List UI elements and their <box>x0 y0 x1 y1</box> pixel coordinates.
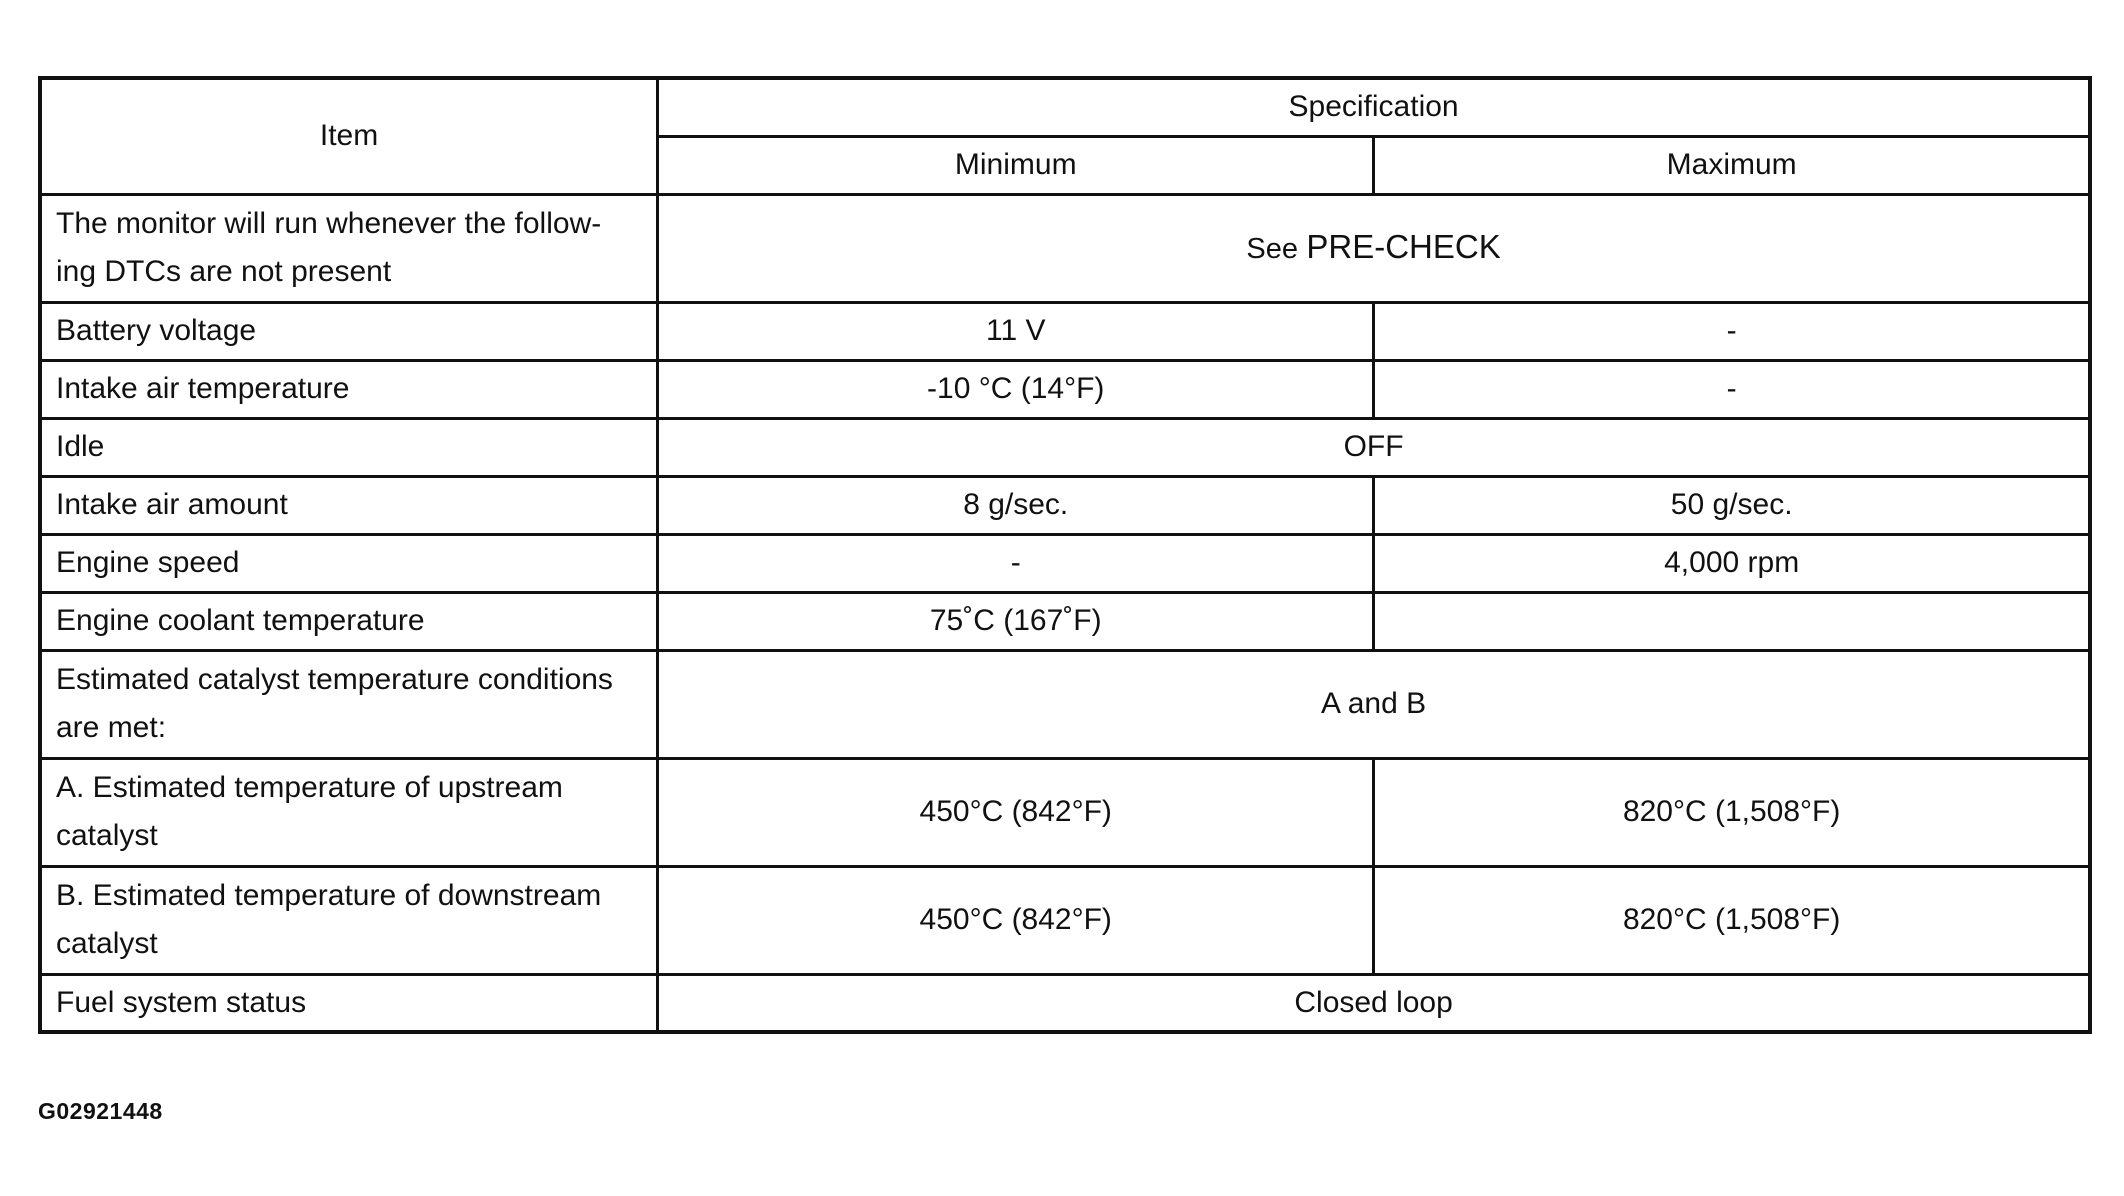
item-cell: Battery voltage <box>40 302 658 360</box>
item-cell: Engine coolant temperature <box>40 592 658 650</box>
table-row <box>40 650 2090 758</box>
merged-value-cell <box>658 194 2090 302</box>
min-value-cell: 8 g/sec. <box>658 476 1374 534</box>
header-specification: Specification <box>658 78 2090 136</box>
table-row <box>40 194 2090 302</box>
table-row <box>40 476 2090 534</box>
table-row <box>40 758 2090 866</box>
item-cell: Intake air amount <box>40 476 658 534</box>
item-cell: A. Estimated temperature of upstream catalyst <box>40 758 658 866</box>
max-value-cell: - <box>1374 360 2090 418</box>
table-row <box>40 866 2090 974</box>
header-maximum: Maximum <box>1374 136 2090 194</box>
min-value-cell: - <box>658 534 1374 592</box>
item-cell <box>40 194 658 302</box>
item-cell: Intake air temperature <box>40 360 658 418</box>
specification-table <box>38 76 2092 1034</box>
table-row <box>40 418 2090 476</box>
max-value-cell: - <box>1374 302 2090 360</box>
table-row <box>40 302 2090 360</box>
max-value-cell <box>1374 592 2090 650</box>
header-minimum: Minimum <box>658 136 1374 194</box>
min-value-cell: 11 V <box>658 302 1374 360</box>
max-value-cell: 820°C (1,508°F) <box>1374 866 2090 974</box>
merged-value-cell: Closed loop <box>658 974 2090 1032</box>
merged-value-cell: OFF <box>658 418 2090 476</box>
header-row-top <box>40 78 2090 136</box>
item-cell: B. Estimated temperature of downstream catalyst <box>40 866 658 974</box>
table-row <box>40 534 2090 592</box>
max-value-cell: 4,000 rpm <box>1374 534 2090 592</box>
min-value-cell: 450°C (842°F) <box>658 866 1374 974</box>
item-text: The monitor will run whenever the follow- ing DTCs are not present <box>56 207 602 288</box>
item-cell: Fuel system status <box>40 974 658 1032</box>
item-cell: Estimated catalyst temperature conditions are met: <box>40 650 658 758</box>
table-row <box>40 974 2090 1032</box>
see-label: See <box>1246 233 1299 265</box>
header-item: Item <box>40 78 658 194</box>
min-value-cell: 450°C (842°F) <box>658 758 1374 866</box>
table-row <box>40 360 2090 418</box>
merged-value-cell: A and B <box>658 650 2090 758</box>
min-value-cell: 75˚C (167˚F) <box>658 592 1374 650</box>
table-row <box>40 592 2090 650</box>
min-value-cell: -10 °C (14°F) <box>658 360 1374 418</box>
max-value-cell: 50 g/sec. <box>1374 476 2090 534</box>
figure-code: G02921448 <box>38 1098 163 1124</box>
precheck-reference: PRE-CHECK <box>1306 228 1501 265</box>
item-cell: Idle <box>40 418 658 476</box>
max-value-cell: 820°C (1,508°F) <box>1374 758 2090 866</box>
item-cell: Engine speed <box>40 534 658 592</box>
